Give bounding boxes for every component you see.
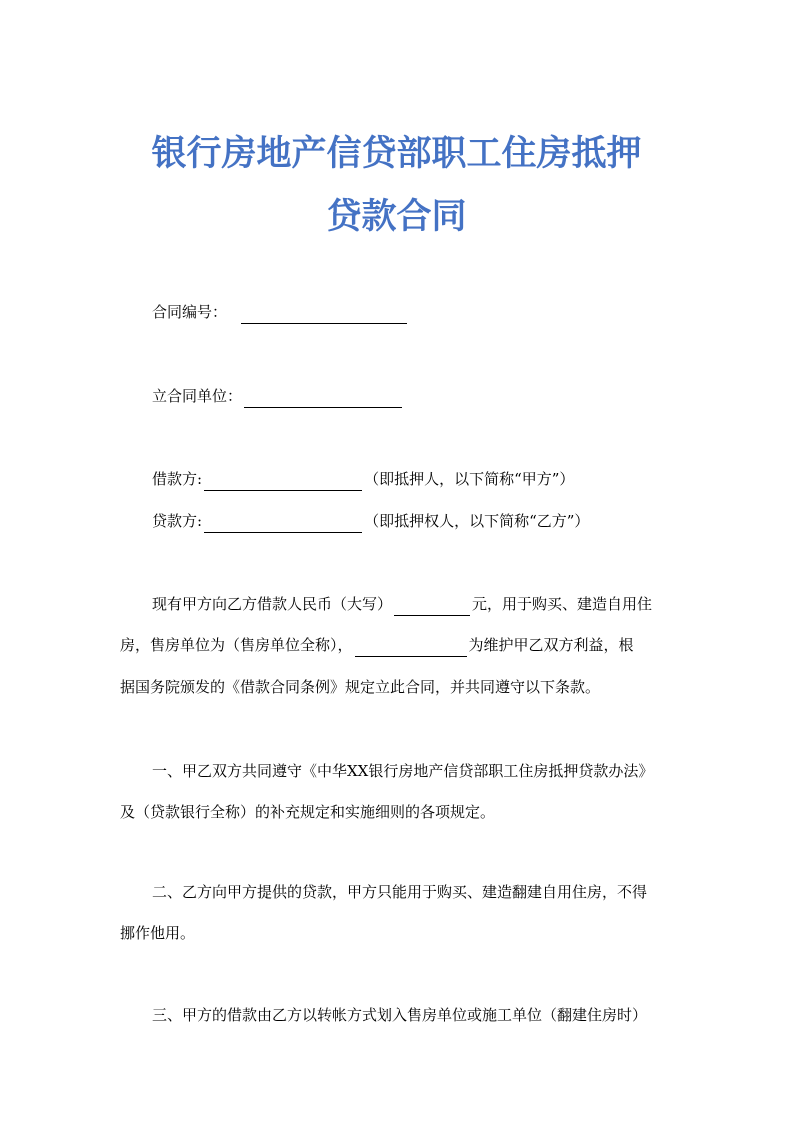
lender-label: 贷款方: [152, 512, 203, 530]
contracting-party-label: 立合同单位： [152, 387, 243, 405]
intro-line-1 [152, 592, 652, 616]
borrower-note: （即抵押人，以下简称“甲方”） [364, 470, 575, 488]
seller-name-blank[interactable] [355, 638, 467, 657]
intro-line-2 [120, 633, 634, 657]
lender-note: （即抵押权人，以下简称“乙方”） [364, 512, 590, 530]
contract-number-label: 合同编号： [152, 303, 228, 321]
intro-text: 房，售房单位为（售房单位全称）， [120, 636, 353, 654]
clause-2-line-1: 二、乙方向甲方提供的贷款，甲方只能用于购买、建造翻建自用住房，不得 [152, 883, 648, 901]
intro-line-3: 据国务院颁发的《借款合同条例》规定立此合同，并共同遵守以下条款。 [120, 678, 601, 696]
intro-text: 为维护甲乙双方利益，根 [468, 636, 634, 654]
borrower-label: 借款方: [152, 470, 203, 488]
contract-number-field [152, 300, 409, 324]
intro-text: 元，用于购买、建造自用住 [472, 595, 653, 613]
document-title-line-1: 银行房地产信贷部职工住房抵押 [151, 133, 642, 174]
clause-1-line-2: 及（贷款银行全称）的补充规定和实施细则的各项规定。 [120, 803, 496, 821]
lender-blank[interactable] [204, 514, 362, 533]
loan-amount-blank[interactable] [394, 597, 470, 616]
clause-1-line-1: 一、甲乙双方共同遵守《中华XX银行房地产信贷部职工住房抵押贷款办法》 [152, 762, 654, 780]
intro-text: 现有甲方向乙方借款人民币（大写） [152, 595, 393, 613]
contract-number-blank[interactable] [241, 305, 407, 324]
borrower-field [152, 467, 574, 491]
clause-2-line-2: 挪作他用。 [120, 924, 196, 942]
clause-3-line-1: 三、甲方的借款由乙方以转帐方式划入售房单位或施工单位（翻建住房时） [152, 1006, 648, 1024]
contracting-party-blank[interactable] [244, 389, 402, 408]
document-title-line-2: 贷款合同 [326, 196, 467, 237]
lender-field [152, 509, 589, 533]
contracting-party-field [152, 384, 404, 408]
borrower-blank[interactable] [204, 472, 362, 491]
